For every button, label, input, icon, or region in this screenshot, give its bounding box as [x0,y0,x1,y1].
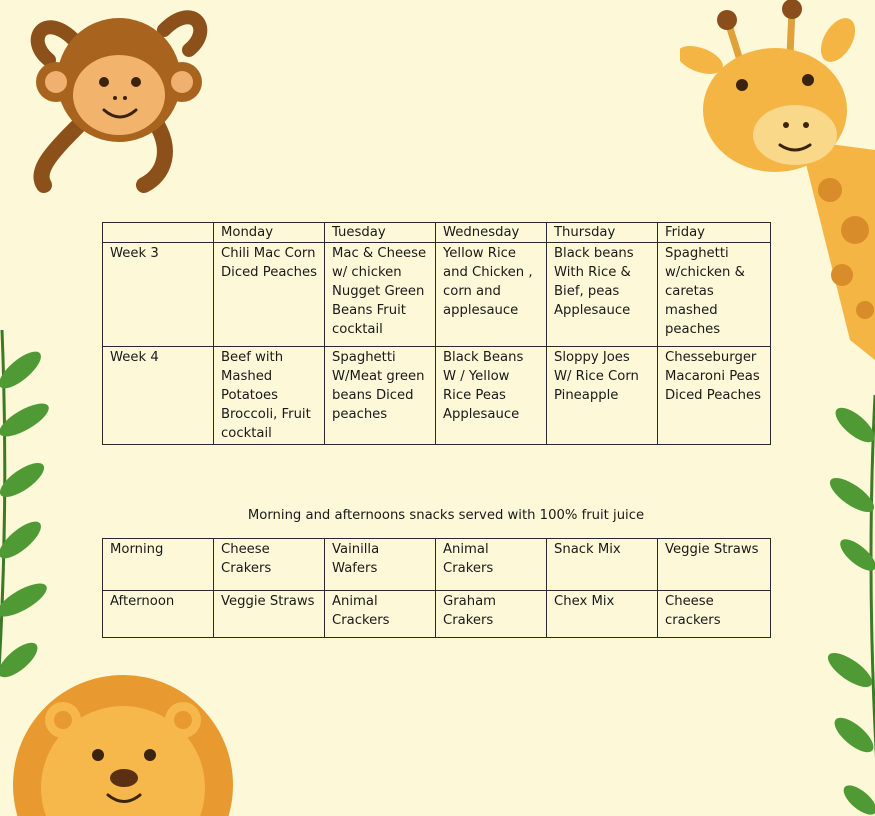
snack-cell: Cheese Crakers [214,539,325,591]
menu-corner-cell [103,223,214,243]
meal-cell: Mac & Cheese w/ chicken Nugget Green Beans Fruit cocktail [325,243,436,347]
meal-cell: Chili Mac Corn Diced Peaches [214,243,325,347]
snack-cell: Chex Mix [547,591,658,638]
meal-cell: Sloppy Joes W/ Rice Corn Pineapple [547,347,658,445]
morning-snack-row [103,539,771,591]
lunch-menu-table [102,222,771,445]
snack-cell: Veggie Straws [214,591,325,638]
snack-cell: Snack Mix [547,539,658,591]
meal-cell: Black beans With Rice & Bief, peas Applesauce [547,243,658,347]
meal-cell: Spaghetti W/Meat green beans Diced peaches [325,347,436,445]
day-header-tuesday: Tuesday [325,223,436,243]
meal-cell: Black Beans W / Yellow Rice Peas Applesauce [436,347,547,445]
snack-table [102,538,771,638]
menu-header-row [103,223,771,243]
snack-cell: Vainilla Wafers [325,539,436,591]
day-header-wednesday: Wednesday [436,223,547,243]
snack-caption: Morning and afternoons snacks served with 100% fruit juice [247,508,645,523]
week-3-row [103,243,771,347]
snack-cell: Veggie Straws [658,539,771,591]
meal-cell: Spaghetti w/chicken & caretas mashed peaches [658,243,771,347]
day-header-thursday: Thursday [547,223,658,243]
meal-cell: Beef with Mashed Potatoes Broccoli, Fruit cocktail [214,347,325,445]
leaves-left-decoration [0,330,60,730]
meal-cell: Yellow Rice and Chicken , corn and applesauce [436,243,547,347]
snack-cell: Cheese crackers [658,591,771,638]
snack-cell: Animal Crakers [436,539,547,591]
snack-cell: Graham Crakers [436,591,547,638]
day-header-monday: Monday [214,223,325,243]
snack-time-label: Morning [103,539,214,591]
snack-cell: Animal Crackers [325,591,436,638]
snack-time-label: Afternoon [103,591,214,638]
afternoon-snack-row [103,591,771,638]
leaves-right-decoration [820,395,875,816]
meal-cell: Chesseburger Macaroni Peas Diced Peaches [658,347,771,445]
week-label: Week 4 [103,347,214,445]
day-header-friday: Friday [658,223,771,243]
week-4-row [103,347,771,445]
week-label: Week 3 [103,243,214,347]
monkey-illustration [14,0,224,200]
